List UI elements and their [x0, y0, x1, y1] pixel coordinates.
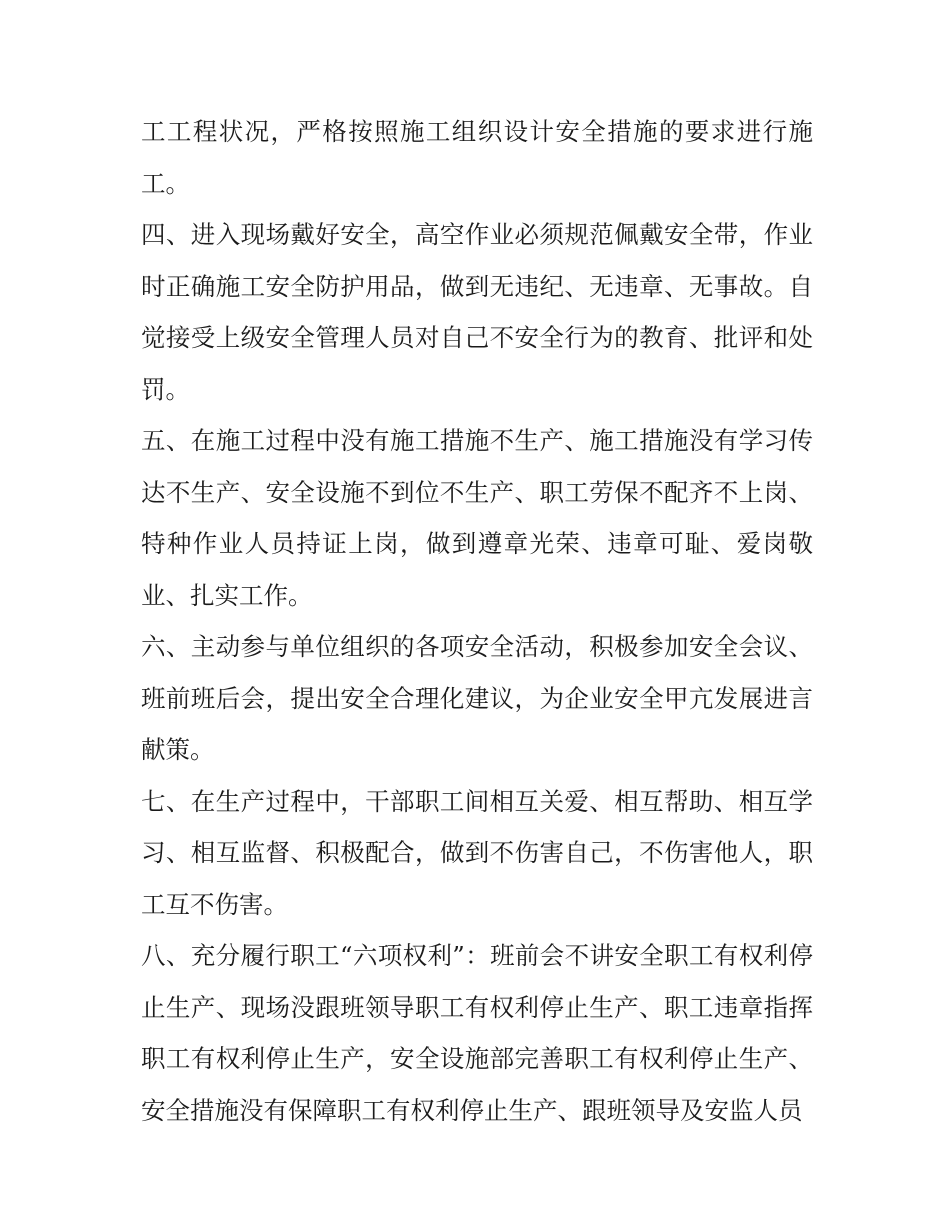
paragraph-item-5: 五、在施工过程中没有施工措施不生产、施工措施没有学习传达不生产、安全设施不到位不生产、职工劳保不配齐不上岗、特种作业人员持证上岗，做到遵章光荣、违章可耻、爱岗敬业、扎实工作。 — [141, 426, 813, 610]
paragraph-item-4: 四、进入现场戴好安全，高空作业必须规范佩戴安全带，作业时正确施工安全防护用品，做到无违纪、无违章、无事故。自觉接受上级安全管理人员对自己不安全行为的教育、批评和处罚。 — [141, 220, 813, 404]
document-body — [141, 106, 813, 1136]
paragraph-item-7: 七、在生产过程中，干部职工间相互关爱、相互帮助、相互学习、相互监督、积极配合，做到不伤害自己，不伤害他人，职工互不伤害。 — [141, 786, 813, 919]
paragraph-construction-status: 工工程状况，严格按照施工组织设计安全措施的要求进行施工。 — [141, 117, 813, 198]
paragraph-item-8: 八、充分履行职工“六项权利”：班前会不讲安全职工有权利停止生产、现场没跟班领导职工有权利停止生产、职工违章指挥职工有权利停止生产，安全设施部完善职工有权利停止生产、安全措施没有保障职工有权利停止生产、跟班领导及安监人员 — [141, 941, 813, 1125]
paragraph-item-6: 六、主动参与单位组织的各项安全活动，积极参加安全会议、班前班后会，提出安全合理化建议，为企业安全甲亢发展进言献策。 — [141, 632, 813, 764]
